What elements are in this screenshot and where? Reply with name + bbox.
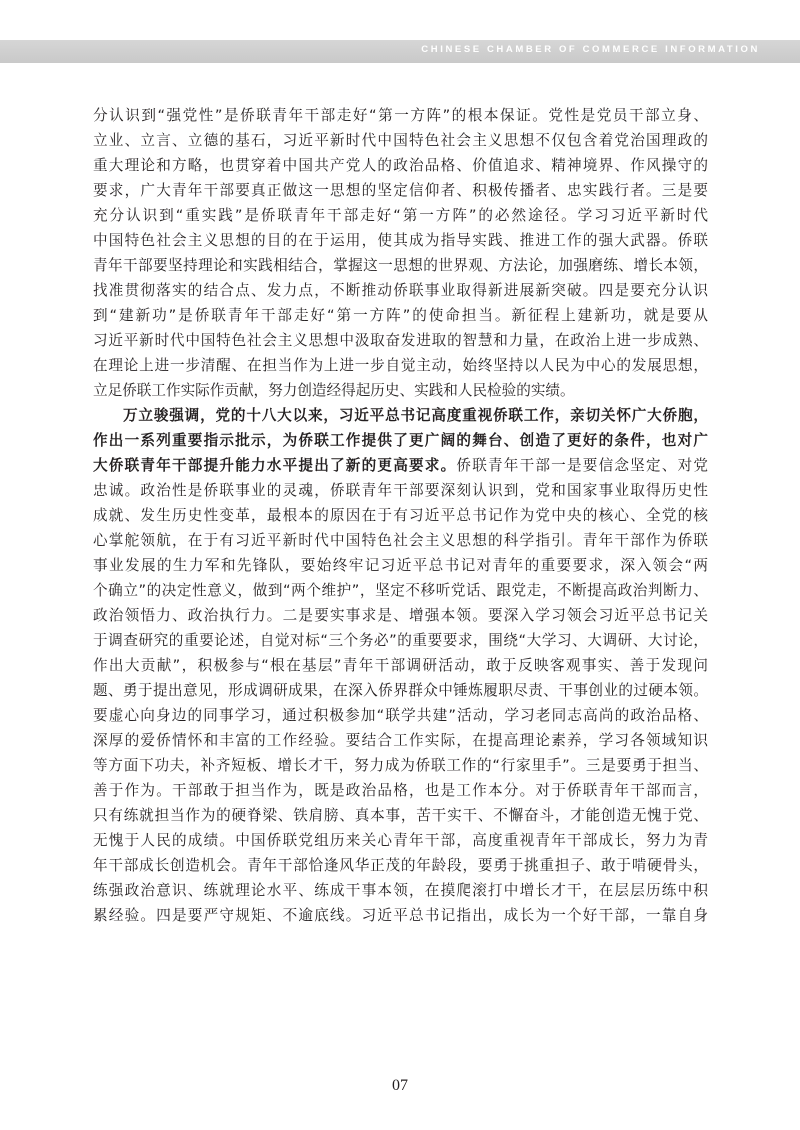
text-line: 分认识到“强党性”是侨联青年干部走好“第一方阵”的根本保证。党性是党员干部立身、 [93,107,708,124]
text-line: 心掌舵领航，在于有习近平新时代中国特色社会主义思想的科学指引。青年干部作为侨联 [93,532,708,549]
text-line: 中国特色社会主义思想的目的在于运用，使其成为指导实践、推进工作的强大武器。侨联 [93,232,708,249]
text-line: 找准贯彻落实的结合点、发力点，不断推动侨联事业取得新进展新突破。四是要充分认识 [93,282,708,299]
text-line: 累经验。四是要严守规矩、不逾底线。习近平总书记指出，成长为一个好干部，一靠自身 [93,907,708,924]
text-line: 年干部成长创造机会。青年干部恰逢风华正茂的年龄段，要勇于挑重担子、敢于啃硬骨头， [93,857,708,874]
text-line: 青年干部要坚持理论和实践相结合，掌握这一思想的世界观、方法论，加强磨练、增长本领， [93,257,708,274]
text-line: 要虚心向身边的同事学习，通过积极参加“联学共建”活动，学习老同志高尚的政治品格、 [93,707,708,724]
text-line: 立足侨联工作实际作贡献，努力创造经得起历史、实践和人民检验的实绩。 [93,382,575,399]
header-title: CHINESE CHAMBER OF COMMERCE INFORMATION [421,44,760,55]
text-line: 题、勇于提出意见，形成调研成果，在深入侨界群众中锤炼履职尽责、干事创业的过硬本领。 [93,682,708,699]
text-line: 个确立”的决定性意义，做到“两个维护”，坚定不移听党话、跟党走，不断提高政治判断力、 [93,582,708,599]
text-line: 充分认识到“重实践”是侨联青年干部走好“第一方阵”的必然途径。学习习近平新时代 [93,207,708,224]
text-line: 练强政治意识、练就理论水平、练成干事本领，在摸爬滚打中增长才干，在层层历练中积 [93,882,708,899]
emphasis-line: 万立骏强调，党的十八大以来，习近平总书记高度重视侨联工作，亲切关怀广大侨胞， [123,407,708,424]
text-line: 作出大贡献”，积极参与“根在基层”青年干部调研活动，敢于反映客观事实、善于发现问 [93,657,708,674]
text-line: 立业、立言、立德的基石，习近平新时代中国特色社会主义思想不仅包含着党治国理政的 [93,132,708,149]
emphasis-text: 大侨联青年干部提升能力水平提出了新的更高要求。 [93,457,457,474]
text-line: 成就、发生历史性变革，最根本的原因在于有习近平总书记作为党中央的核心、全党的核 [93,507,708,524]
text-line: 在理论上进一步清醒、在担当作为上进一步自觉主动，始终坚持以人民为中心的发展思想， [93,357,708,374]
regular-text: 侨联青年干部一是要信念坚定、对党 [456,457,708,474]
mixed-line [93,453,708,478]
text-line: 习近平新时代中国特色社会主义思想中汲取奋发进取的智慧和力量，在政治上进一步成熟、 [93,332,708,349]
text-line: 无愧于人民的成绩。中国侨联党组历来关心青年干部，高度重视青年干部成长，努力为青 [93,832,708,849]
text-line: 要求，广大青年干部要真正做这一思想的坚定信仰者、积极传播者、忠实践行者。三是要 [93,182,708,199]
text-line: 政治领悟力、政治执行力。二是要实事求是、增强本领。要深入学习领会习近平总书记关 [93,607,708,624]
text-line: 忠诚。政治性是侨联事业的灵魂，侨联青年干部要深刻认识到，党和国家事业取得历史性 [93,482,708,499]
text-line: 重大理论和方略，也贯穿着中国共产党人的政治品格、价值追求、精神境界、作风操守的 [93,157,708,174]
page-number: 07 [392,1077,408,1094]
text-line: 到“建新功”是侨联青年干部走好“第一方阵”的使命担当。新征程上建新功，就是要从 [93,307,708,324]
text-line: 等方面下功夫，补齐短板、增长才干，努力成为侨联工作的“行家里手”。三是要勇于担当、 [93,757,708,774]
article-body [93,103,708,928]
text-line: 善于作为。干部敢于担当作为，既是政治品格，也是工作本分。对于侨联青年干部而言， [93,782,708,799]
emphasis-line: 作出一系列重要指示批示，为侨联工作提供了更广阔的舞台、创造了更好的条件，也对广 [93,432,708,449]
text-line: 于调查研究的重要论述，自觉对标“三个务必”的重要要求，围绕“大学习、大调研、大讨论， [93,632,708,649]
text-line: 深厚的爱侨情怀和丰富的工作经验。要结合工作实际，在提高理论素养，学习各领域知识 [93,732,708,749]
text-line: 事业发展的生力军和先锋队，要始终牢记习近平总书记对青年的重要要求，深入领会“两 [93,557,708,574]
text-line: 只有练就担当作为的硬脊梁、铁肩膀、真本事，苦干实干、不懈奋斗，才能创造无愧于党、 [93,807,708,824]
